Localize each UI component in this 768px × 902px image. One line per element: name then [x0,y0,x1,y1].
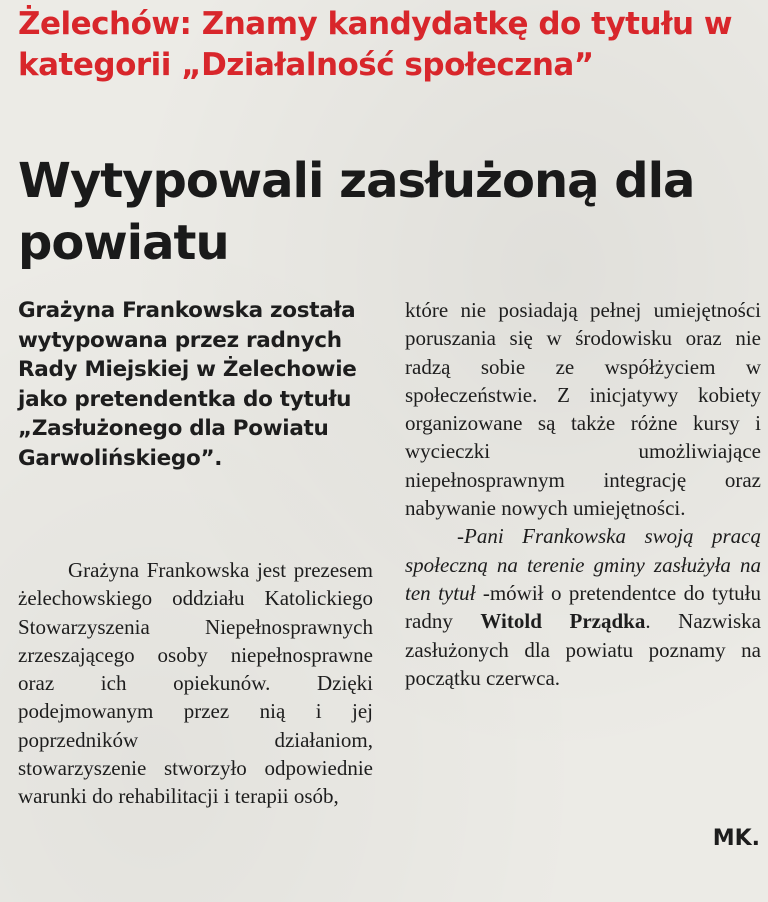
quote-text: -Pani Frankowska swoją pracą społeczną na terenie gminy zasłużyła na ten tytuł [405,524,761,605]
article-column-right [405,296,761,692]
quoted-person-name: Witold Prządka [480,609,646,634]
quote-ending: . Nazwiska zasłużonych dla powiatu poznamy na początku czerwca. [405,609,761,690]
article-kicker: Żelechów: Znamy kandydatkę do tytułu w kategorii „Działalność społeczna” [18,6,733,83]
article-lead: Grażyna Frankowska została wytypowana przez radnych Rady Miejskiej w Żelechowie jako pretendentka do tytułu „Zasłużonego dla Powiatu Garwolińskiego”. [18,298,357,471]
article-column-left [18,556,373,811]
author-signature: MK. [712,826,760,851]
quote-attribution: -mówił o pretendentce do tytułu radny [405,580,762,634]
body-paragraph-quote [405,522,761,692]
article-headline: Wytypowali zasłużoną dla powiatu [18,153,695,271]
body-paragraph-1: Grażyna Frankowska jest prezesem żelechowskiego oddziału Katolickiego Stowarzyszenia Niepełnosprawnych zrzeszającego osoby niepełnosprawne oraz ich opiekunów. Dzięki podejmowanym przez nią i jej poprzedników działaniom, stowarzyszenie stworzyło odpowiednie warunki do rehabilitacji i terapii osób, [18,558,373,809]
body-paragraph-2: które nie posiadają pełnej umiejętności poruszania się w środowisku oraz nie radzą sobie ze współżyciem w społeczeństwie. Z inicjatywy kobiety organizowane są także różne kursy i wycieczki umożliwiające niepełnosprawnym integrację oraz nabywanie nowych umiejętności. [405,298,761,521]
